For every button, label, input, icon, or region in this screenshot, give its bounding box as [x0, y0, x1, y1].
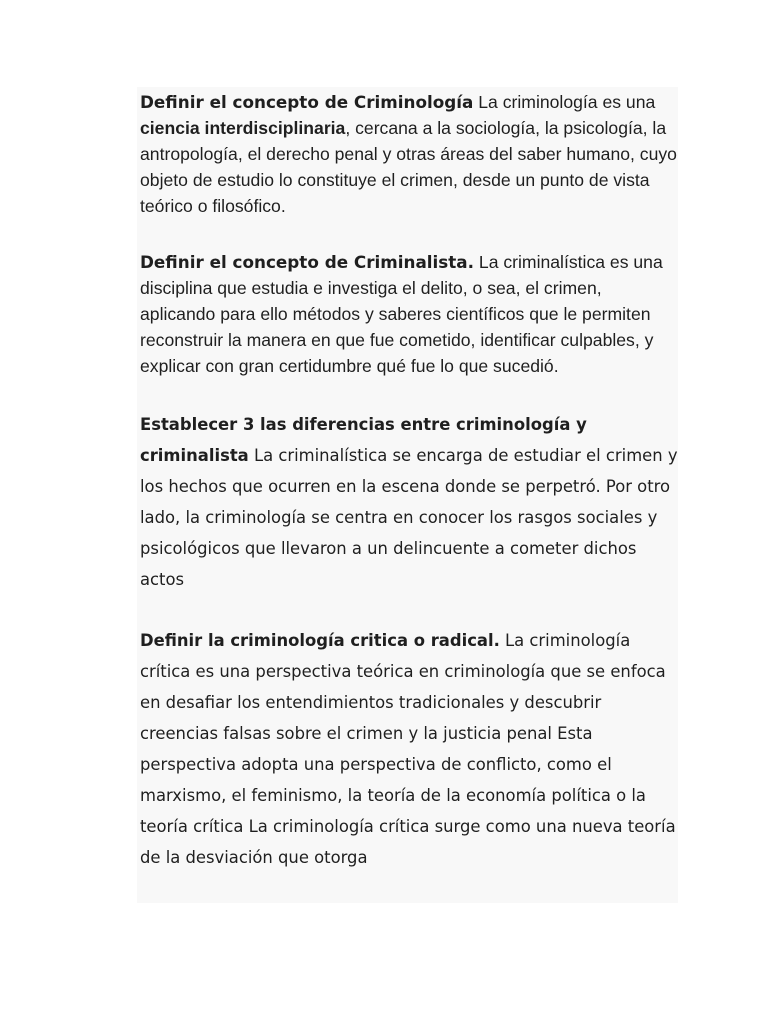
heading-criminologia-critica: Definir la criminología critica o radical.: [140, 631, 500, 650]
body-criminologia-part-2: , cercana a la sociología, la psicología, la antropología, el derecho penal y otras áreas del saber humano, cuyo objeto de estudio lo constituye el crimen, desde un punto de vista teórico o filosófico.: [140, 118, 677, 216]
section-criminalista: [140, 249, 678, 379]
heading-diferencias: Establecer 3 las diferencias entre criminología y criminalista: [140, 415, 587, 465]
section-diferencias: [140, 409, 678, 595]
body-diferencias: La criminalística se encarga de estudiar el crimen y los hechos que ocurren en la escena donde se perpetró. Por otro lado, la criminología se centra en conocer los rasgos sociales y psicológicos que llevaron a un delincuente a cometer dichos actos: [140, 446, 678, 589]
section-criminologia: [140, 89, 678, 219]
heading-criminologia: Definir el concepto de Criminología: [140, 92, 474, 112]
body-criminologia-critica: La criminología crítica es una perspectiva teórica en criminología que se enfoca en desafiar los entendimientos tradicionales y descubrir creencias falsas sobre el crimen y la justicia penal Esta perspectiva adopta una perspectiva de conflicto, como el marxismo, el feminismo, la teoría de la economía política o la teoría crítica La criminología crítica surge como una nueva teoría de la desviación que otorga: [140, 631, 676, 867]
section-criminologia-critica: [140, 625, 678, 873]
term-ciencia-interdisciplinaria: ciencia interdisciplinaria: [140, 118, 346, 138]
heading-criminalista: Definir el concepto de Criminalista.: [140, 252, 475, 272]
document-page: [137, 87, 678, 903]
body-criminologia-part-1: La criminología es una: [473, 92, 656, 112]
body-criminalista: La criminalística es una disciplina que estudia e investiga el delito, o sea, el crimen, aplicando para ello métodos y saberes científicos que le permiten reconstruir la manera en que fue cometido, identificar culpables, y explicar con gran certidumbre qué fue lo que sucedió.: [140, 252, 663, 376]
